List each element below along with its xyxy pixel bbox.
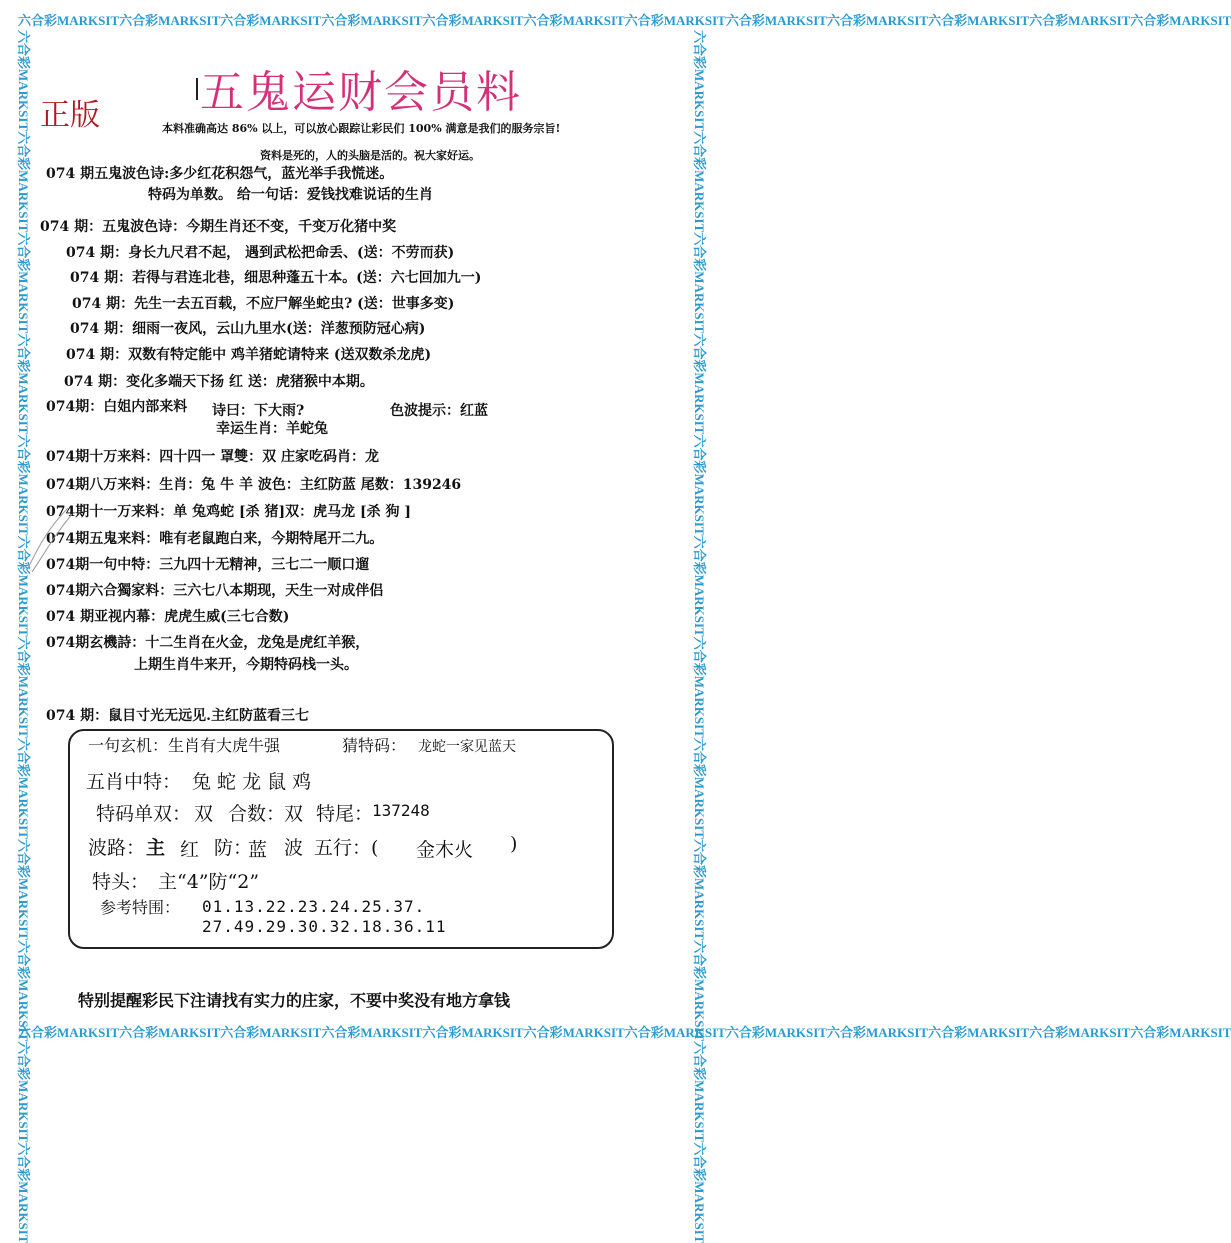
subtitle-accuracy: 本料准确高达 86% 以上，可以放心跟踪让彩民们 100% 满意是我们的服务宗旨! [162,122,561,135]
scribble-mark [18,498,78,578]
line-poem-1: 074 期：身长九尺君不起， 遇到武松把命丢、(送：不劳而获) [66,245,455,261]
line-poem-3: 074 期：先生一去五百载，不应尸解坐蛇虫? (送：世事多变) [72,296,455,312]
line-one-sentence: 074期一句中特：三九四十无精神，三七二一顺口遛 [46,557,370,573]
odd-even-label: 特码单双： [96,803,192,825]
ref-row-1: 01.13.22.23.24.25.37. [202,897,426,916]
head-label: 特头： [92,871,150,893]
line-poem-4: 074 期：细雨一夜风，云山九里水(送：洋葱预防冠心病) [70,321,426,337]
odd-even-value: 双 [194,803,214,825]
line-100k: 074期十万来料：四十四一 罩雙：双 庄家吃码肖：龙 [46,449,379,465]
border-pattern-right: 六合彩MARKSIT六合彩MARKSIT六合彩MARKSIT六合彩MARKSIT六合彩MARKSIT六合彩MARKSIT六合彩MARKSIT六合彩MARKSIT六合彩MARKSIT六合彩MARKSIT六合彩MARKSIT六合彩MARKSIT [692,30,707,1243]
five-zodiac-label: 五肖中特： [86,771,182,793]
line-poem-6: 074 期：变化多端天下扬 红 送：虎猪猴中本期。 [64,374,374,390]
line-poem-2: 074 期：若得与君连北巷，细思种蓬五十本。(送：六七回加九一) [70,270,482,286]
wave-blue: 蓝 [248,839,268,861]
line-poem-rain: 诗曰：下大雨? [212,403,305,419]
line-odd-hint: 特码为单数。 给一句话：爱钱找难说话的生肖 [148,187,433,203]
guess-label: 猜特码： [342,736,407,755]
wuxing-value: 金木火 [416,839,474,861]
riddle-line: 一句玄机：生肖有大虎牛强 [88,736,281,755]
line-insider: 074 期亚视内幕：虎虎生威(三七合数) [46,609,290,625]
head-value: 主“4”防“2” [158,871,260,893]
sum-label: 合数： [228,803,286,825]
wuxing-label: 五行：( [314,837,379,859]
line-lucky-zodiac: 幸运生肖：羊蛇兔 [216,421,328,437]
subtitle-motto: 资料是死的，人的头脑是活的。祝大家好运。 [260,149,480,162]
border-pattern-bottom: 六合彩MARKSIT六合彩MARKSIT六合彩MARKSIT六合彩MARKSIT六合彩MARKSIT六合彩MARKSIT六合彩MARKSIT六合彩MARKSIT六合彩MARKSIT六合彩MARKSIT六合彩MARKSIT六合彩MARKSIT [18,1025,1231,1040]
line-wave-poem: 074 期五鬼波色诗:多少红花积怨气，蓝光举手我慌迷。 [46,166,394,182]
line-exclusive: 074期六合獨家料：三六七八本期现，天生一对成伴侣 [46,583,384,599]
ref-row-2: 27.49.29.30.32.18.36.11 [202,917,447,936]
border-pattern-left: 六合彩MARKSIT六合彩MARKSIT六合彩MARKSIT六合彩MARKSIT六合彩MARKSIT六合彩MARKSIT六合彩MARKSIT六合彩MARKSIT六合彩MARKSIT六合彩MARKSIT六合彩MARKSIT六合彩MARKSIT [16,30,31,1243]
line-110k: 074期十一万来料：单 兔鸡蛇 [杀 猪]双：虎马龙 [杀 狗 ] [46,504,411,520]
line-five-ghost: 074期五鬼来料：唯有老鼠跑白来，今期特尾开二九。 [46,531,384,547]
line-mystic-poem: 074期玄機詩：十二生肖在火金，龙兔是虎红羊猴， [46,635,370,651]
five-zodiac-value: 兔 蛇 龙 鼠 鸡 [192,771,312,793]
sum-value: 双 [284,803,304,825]
line-mystic-poem-2: 上期生肖牛来开，今期特码栈一头。 [134,657,358,673]
page-title: 五鬼运财会员料 [200,67,522,118]
border-pattern-top: 六合彩MARKSIT六合彩MARKSIT六合彩MARKSIT六合彩MARKSIT六合彩MARKSIT六合彩MARKSIT六合彩MARKSIT六合彩MARKSIT六合彩MARKSIT六合彩MARKSIT六合彩MARKSIT六合彩MARKSIT [18,13,1231,28]
wave-label: 波路： [88,837,146,859]
wave-main: 主 [146,837,166,859]
wave-b: 波 [284,837,304,859]
tail-label: 特尾： [316,803,374,825]
line-color-hint: 色波提示：红蓝 [390,403,488,419]
line-poem-5: 074 期：双数有特定能中 鸡羊猪蛇请特来 (送双数杀龙虎) [66,347,432,363]
bottom-reminder: 特别提醒彩民下注请找有实力的庄家，不要中奖没有地方拿钱 [78,991,511,1010]
tail-value: 137248 [372,801,430,820]
wave-guard: 防： [214,837,253,859]
line-final: 074 期：鼠目寸光无远见.主红防蓝看三七 [46,708,309,724]
line-80k: 074期八万来料：生肖：兔 牛 羊 波色：主红防蓝 尾数：139246 [46,477,462,493]
line-baijie: 074期：白姐内部来料 [46,399,188,415]
guess-value: 龙蛇一家见蓝天 [418,739,516,755]
line-wave-poem-2: 074 期：五鬼波色诗：今期生肖还不变，千变万化猪中奖 [40,219,397,235]
ref-label: 参考特围： [100,898,181,917]
summary-box [68,729,614,949]
title-marker [196,78,198,100]
wave-red: 红 [180,839,200,861]
genuine-badge: 正版 [40,98,100,133]
wuxing-close: ) [510,833,518,855]
